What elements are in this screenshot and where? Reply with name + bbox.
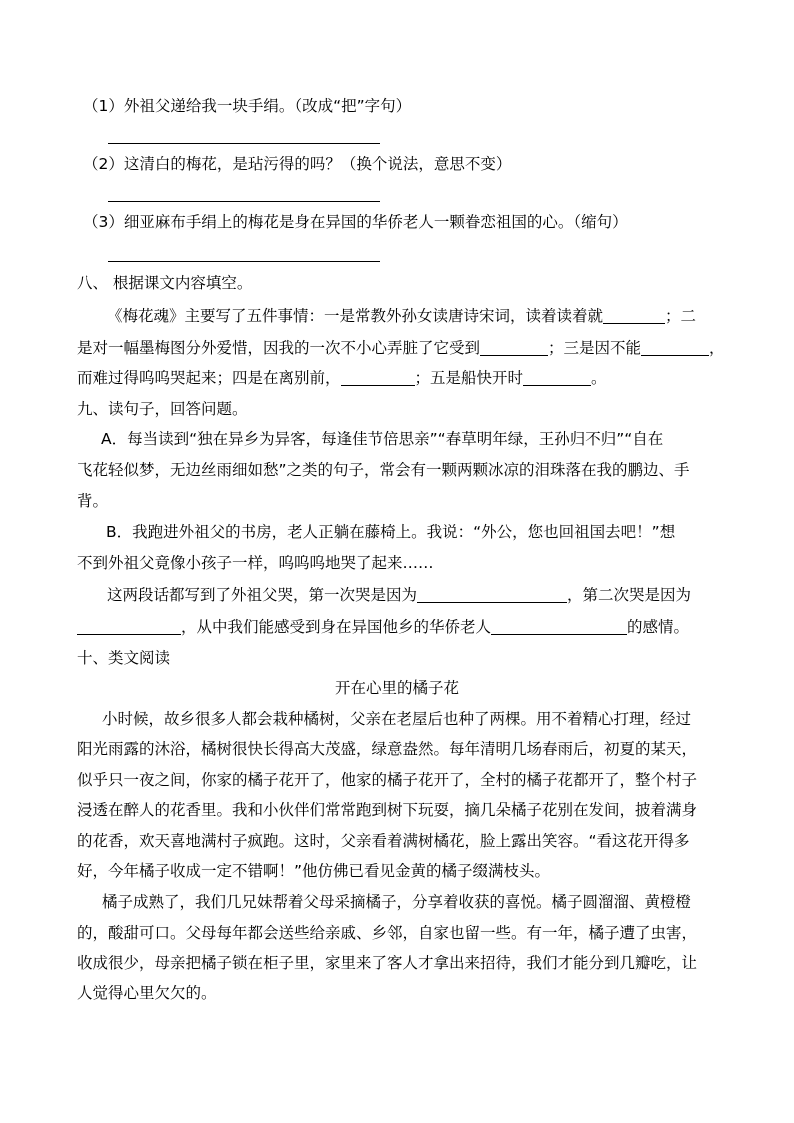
fill-text: 而难过得呜呜哭起来；四是在离别前， [77, 369, 341, 387]
fill-text: 的感情。 [627, 618, 690, 636]
answer-line-7-2[interactable] [108, 201, 380, 202]
answer-line-7-3[interactable] [108, 261, 380, 262]
paragraph-1-line: 的花香，欢天喜地满村子疯跑。这时，父亲看着满树橘花，脸上露出笑容。“看这花开得多 [77, 832, 690, 850]
paragraph-1-line: 似乎只一夜之间，你家的橘子花开了，他家的橘子花开了，全村的橘子花都开了，整个村子 [77, 771, 698, 789]
question-7-3: （3）细亚麻布手绢上的梅花是身在异国的华侨老人一颗眷恋祖国的心。（缩句） [83, 213, 628, 231]
question-7-2: （2）这清白的梅花，是玷污得的吗？（换个说法，意思不变） [83, 155, 512, 173]
section-9-heading: 九、读句子，回答问题。 [77, 400, 248, 418]
fill-text: 是对一幅墨梅图分外爱惜，因我的一次不小心弄脏了它受到 [77, 339, 481, 357]
fill-text: ；三是因不能 [548, 339, 642, 357]
fill-blank[interactable] [523, 369, 591, 386]
paragraph-1-line: 浸透在醉人的花香里。我和小伙伴们常常跑到树下玩耍，摘几朵橘子花别在发间，披着满身 [77, 801, 698, 819]
section-8-heading: 八、 根据课文内容填空。 [77, 274, 253, 292]
paragraph-1-line: 好，今年橘子收成一定不错啊！”他仿佛已看见金黄的橘子缀满枝头。 [77, 862, 551, 880]
passage-b-line-1: B．我跑进外祖父的书房，老人正躺在藤椅上。我说：“外公，您也回祖国去吧！”想 [106, 523, 676, 541]
fill-text: ；二 [665, 307, 697, 325]
fill-text: ，从中我们能感受到身在异国他乡的华侨老人 [181, 618, 492, 636]
fill-text: ；五是船快开时 [414, 369, 524, 387]
passage-title: 开在心里的橘子花 [334, 679, 459, 697]
answer-line-7-1[interactable] [108, 143, 380, 144]
fill-blank[interactable] [480, 339, 548, 356]
fill-blank[interactable] [641, 339, 709, 356]
section-8-line-3 [77, 367, 607, 389]
spacer [691, 587, 693, 603]
question-7-1: （1）外祖父递给我一块手绢。（改成“把”字句） [83, 97, 412, 115]
fill-blank[interactable] [491, 618, 627, 635]
fill-blank[interactable] [341, 369, 415, 386]
fill-text: 这两段话都写到了外祖父哭，第一次哭是因为 [107, 586, 418, 604]
paragraph-2-line: 橘子成熟了，我们几兄妹帮着父母采摘橘子，分享着收获的喜悦。橘子圆溜溜、黄橙橙 [102, 893, 692, 911]
paragraph-2-line: 收成很少，母亲把橘子锁在柜子里，家里来了客人才拿出来招待，我们才能分到几瓣吃，让 [77, 954, 698, 972]
paragraph-1-line: 阳光雨露的沐浴，橘树很快长得高大茂盛，绿意盎然。每年清明几场春雨后，初夏的某天， [77, 740, 698, 758]
fill-text: 《梅花魂》主要写了五件事情：一是常教外孙女读唐诗宋词，读着读着就 [107, 307, 604, 325]
passage-b-line-2: 不到外祖父竟像小孩子一样，呜呜呜地哭了起来…… [77, 554, 434, 572]
section-10-heading: 十、类文阅读 [77, 649, 171, 667]
paragraph-1-line: 小时候，故乡很多人都会栽种橘树，父亲在老屋后也种了两棵。用不着精心打理，经过 [102, 710, 692, 728]
paragraph-2-line: 人觉得心里欠欠的。 [77, 984, 217, 1002]
section-8-line-1 [107, 305, 696, 327]
fill-blank[interactable] [603, 307, 665, 324]
passage-a-line-1: A．每当读到“独在异乡为异客，每逢佳节倍思亲”“春草明年绿，王孙归不归”“自在 [101, 430, 664, 448]
passage-a-line-2: 飞花轻似梦，无边丝雨细如愁”之类的句子，常会有一颗两颗冰凉的泪珠落在我的鹏边、手 [77, 461, 690, 479]
section-9-question-line-2 [77, 616, 689, 638]
fill-blank[interactable] [77, 618, 181, 635]
fill-text: ，第二次哭是因为 [567, 586, 692, 604]
fill-text: ， [709, 339, 725, 357]
passage-a-line-3: 背。 [77, 492, 109, 510]
fill-text: 。 [591, 369, 607, 387]
section-9-question-line-1 [107, 584, 693, 606]
paragraph-2-line: 的，酸甜可口。父母每年都会送些给亲戚、乡邻，自家也留一些。有一年，橘子遭了虫害， [77, 924, 698, 942]
fill-blank[interactable] [417, 586, 567, 603]
section-8-line-2 [77, 337, 725, 359]
